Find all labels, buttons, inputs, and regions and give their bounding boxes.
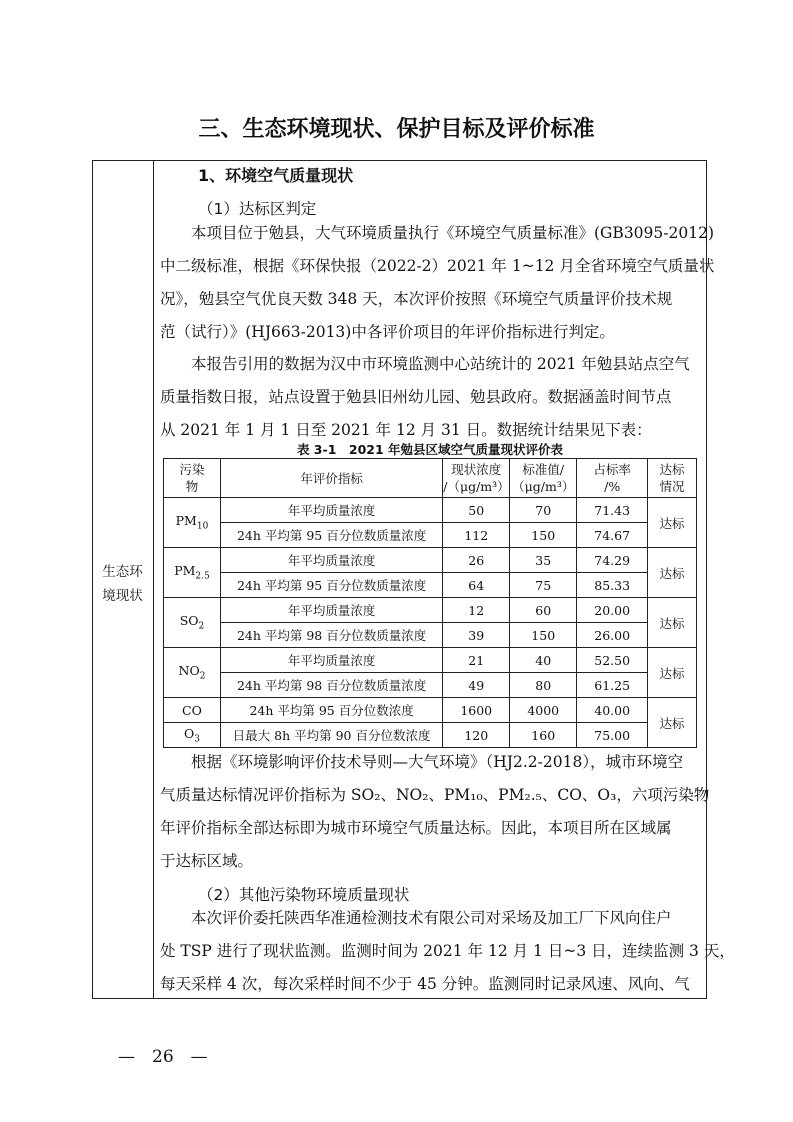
paragraph-1 bbox=[160, 217, 715, 349]
status-cell: 达标 bbox=[648, 648, 697, 698]
current-cell: 112 bbox=[443, 523, 510, 548]
standard-cell: 150 bbox=[510, 623, 577, 648]
pollutant-cell: $PM_{2.5}$ bbox=[164, 548, 221, 598]
header-ratio: 占标率 /% bbox=[577, 459, 648, 498]
paragraph-line: 本项目位于勉县，大气环境质量执行《环境空气质量标准》(GB3095-2012) bbox=[160, 224, 714, 242]
ratio-cell: 20.00 bbox=[577, 598, 648, 623]
indicator-cell: 年平均质量浓度 bbox=[220, 598, 442, 623]
table-row bbox=[164, 598, 697, 623]
standard-cell: 150 bbox=[510, 523, 577, 548]
table-row bbox=[164, 673, 697, 698]
pollutant-cell: $PM_{10}$ bbox=[164, 498, 221, 548]
status-cell: 达标 bbox=[648, 498, 697, 548]
current-cell: 1600 bbox=[443, 698, 510, 723]
status-cell: 达标 bbox=[648, 548, 697, 598]
paragraph-3 bbox=[160, 746, 710, 878]
left-label-line: 境现状 bbox=[102, 588, 143, 604]
paragraph-line: 本次评价委托陕西华准通检测技术有限公司对采场及加工厂下风向住户 bbox=[160, 909, 672, 927]
standard-cell: 40 bbox=[510, 648, 577, 673]
subsection-heading-1: （1）达标区判定 bbox=[198, 200, 317, 218]
current-cell: 39 bbox=[443, 623, 510, 648]
paragraph-line: 本报告引用的数据为汉中市环境监测中心站统计的 2021 年勉县站点空气 bbox=[160, 355, 690, 373]
paragraph-line: 年评价指标全部达标即为城市环境空气质量达标。因此，本项目所在区域属 bbox=[160, 819, 672, 837]
air-quality-table bbox=[163, 458, 697, 748]
ratio-cell: 74.67 bbox=[577, 523, 648, 548]
indicator-cell: 24h 平均第 95 百分位数质量浓度 bbox=[220, 523, 442, 548]
indicator-cell: 24h 平均第 98 百分位数质量浓度 bbox=[220, 623, 442, 648]
table-row bbox=[164, 548, 697, 573]
left-column-label bbox=[92, 560, 153, 608]
ratio-cell: 71.43 bbox=[577, 498, 648, 523]
pollutant-cell: CO bbox=[164, 698, 221, 723]
standard-cell: 35 bbox=[510, 548, 577, 573]
standard-cell: 160 bbox=[510, 723, 577, 748]
header-pollutant: 污染 物 bbox=[164, 459, 221, 498]
standard-cell: 60 bbox=[510, 598, 577, 623]
page-number: — 26 — bbox=[118, 1047, 208, 1067]
current-cell: 12 bbox=[443, 598, 510, 623]
page-title: 三、生态环境现状、保护目标及评价标准 bbox=[198, 117, 595, 142]
paragraph-line: 范（试行）》(HJ663-2013)中各评价项目的年评价指标进行判定。 bbox=[160, 323, 615, 341]
table-row bbox=[164, 573, 697, 598]
paragraph-line: 从 2021 年 1 月 1 日至 2021 年 12 月 31 日。数据统计结果见下表： bbox=[160, 421, 652, 439]
paragraph-line: 中二级标准，根据《环保快报（2022-2）2021 年 1~12 月全省环境空气质量状 bbox=[160, 257, 715, 275]
indicator-cell: 年平均质量浓度 bbox=[220, 548, 442, 573]
indicator-cell: 年平均质量浓度 bbox=[220, 648, 442, 673]
table-row bbox=[164, 498, 697, 523]
header-standard: 标准值/ （μg/m³） bbox=[510, 459, 577, 498]
standard-cell: 70 bbox=[510, 498, 577, 523]
status-cell: 达标 bbox=[648, 698, 697, 748]
current-cell: 120 bbox=[443, 723, 510, 748]
ratio-cell: 74.29 bbox=[577, 548, 648, 573]
paragraph-2 bbox=[160, 348, 700, 447]
paragraph-line: 根据《环境影响评价技术导则—大气环境》（HJ2.2-2018），城市环境空 bbox=[160, 753, 684, 771]
standard-cell: 4000 bbox=[510, 698, 577, 723]
indicator-cell: 日最大 8h 平均第 90 百分位数浓度 bbox=[220, 723, 442, 748]
indicator-cell: 24h 平均第 95 百分位数质量浓度 bbox=[220, 573, 442, 598]
table-row bbox=[164, 723, 697, 748]
table-header-row bbox=[164, 459, 697, 498]
table-row bbox=[164, 623, 697, 648]
table-caption: 表 3-1 2021 年勉县区域空气质量现状评价表 bbox=[296, 442, 564, 457]
standard-cell: 75 bbox=[510, 573, 577, 598]
standard-cell: 80 bbox=[510, 673, 577, 698]
ratio-cell: 61.25 bbox=[577, 673, 648, 698]
ratio-cell: 85.33 bbox=[577, 573, 648, 598]
header-indicator: 年评价指标 bbox=[220, 459, 442, 498]
current-cell: 26 bbox=[443, 548, 510, 573]
status-cell: 达标 bbox=[648, 598, 697, 648]
paragraph-line: 处 TSP 进行了现状监测。监测时间为 2021 年 12 月 1 日~3 日，连续监测 3 天， bbox=[160, 942, 735, 960]
pollutant-cell: $O_3$ bbox=[164, 723, 221, 748]
indicator-cell: 24h 平均第 95 百分位数浓度 bbox=[220, 698, 442, 723]
current-cell: 64 bbox=[443, 573, 510, 598]
current-cell: 50 bbox=[443, 498, 510, 523]
section-heading: 1、环境空气质量现状 bbox=[198, 166, 354, 185]
ratio-cell: 26.00 bbox=[577, 623, 648, 648]
table-row bbox=[164, 523, 697, 548]
pollutant-cell: $NO_2$ bbox=[164, 648, 221, 698]
indicator-cell: 24h 平均第 98 百分位数质量浓度 bbox=[220, 673, 442, 698]
paragraph-line: 每天采样 4 次，每次采样时间不少于 45 分钟。监测同时记录风速、风向、气 bbox=[160, 975, 690, 993]
frame-divider bbox=[153, 160, 154, 999]
ratio-cell: 52.50 bbox=[577, 648, 648, 673]
header-current: 现状浓度 /（μg/m³） bbox=[443, 459, 510, 498]
indicator-cell: 年平均质量浓度 bbox=[220, 498, 442, 523]
pollutant-cell: $SO_2$ bbox=[164, 598, 221, 648]
paragraph-4 bbox=[160, 902, 735, 1001]
paragraph-line: 气质量达标情况评价指标为 SO₂、NO₂、PM₁₀、PM₂.₅、CO、O₃，六项污染物 bbox=[160, 786, 710, 804]
table-row bbox=[164, 698, 697, 723]
current-cell: 21 bbox=[443, 648, 510, 673]
ratio-cell: 75.00 bbox=[577, 723, 648, 748]
left-label-line: 生态环 bbox=[102, 564, 143, 580]
paragraph-line: 于达标区域。 bbox=[160, 852, 254, 870]
header-status: 达标 情况 bbox=[648, 459, 697, 498]
paragraph-line: 况》，勉县空气优良天数 348 天，本次评价按照《环境空气质量评价技术规 bbox=[160, 290, 673, 308]
ratio-cell: 40.00 bbox=[577, 698, 648, 723]
subsection-heading-2: （2）其他污染物环境质量现状 bbox=[198, 886, 410, 904]
paragraph-line: 质量指数日报，站点设置于勉县旧州幼儿园、勉县政府。数据涵盖时间节点 bbox=[160, 388, 672, 406]
table-row bbox=[164, 648, 697, 673]
current-cell: 49 bbox=[443, 673, 510, 698]
